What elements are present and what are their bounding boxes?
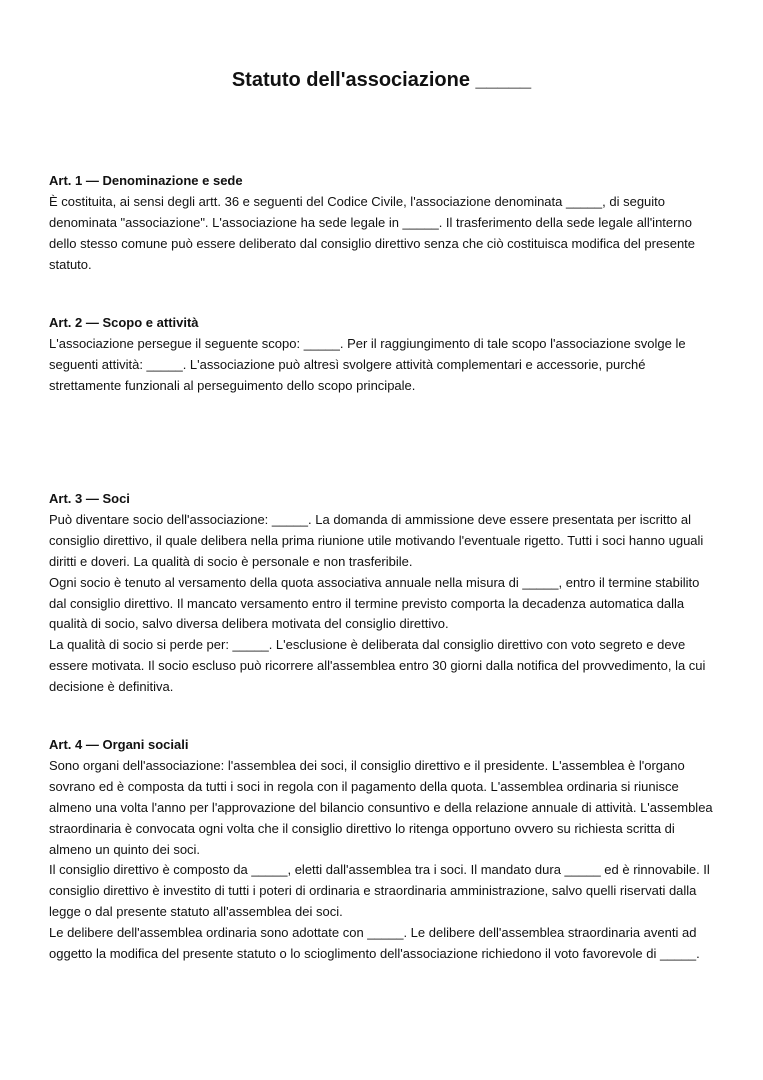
article-2-scopo-attivita: [49, 313, 717, 397]
article-paragraph: L'associazione persegue il seguente scopo: _____. Per il raggiungimento di tale scopo l'associazione svolge le seguenti attività: _____. L'associazione può altresì svolgere attività complementari e accessorie, purché strettamente funzionali al perseguimento dello scopo principale.: [49, 335, 686, 393]
article-paragraph: La qualità di socio si perde per: _____. L'esclusione è deliberata dal consiglio direttivo con voto segreto e deve essere motivata. Il socio escluso può ricorrere all'assemblea entro 30 giorni dalla notifica del provvedimento, la cui decisione è definitiva.: [49, 637, 706, 695]
article-1-denominazione-sede: [49, 171, 717, 276]
article-paragraph: Le delibere dell'assemblea ordinaria sono adottate con _____. Le delibere dell'assemblea straordinaria aventi ad oggetto la modifica del presente statuto o lo scioglimento dell'associazione richiedono il voto favorevole di _____.: [49, 925, 700, 962]
article-paragraph: Sono organi dell'associazione: l'assemblea dei soci, il consiglio direttivo e il presidente. L'assemblea è l'organo sovrano ed è composta da tutti i soci in regola con il pagamento della quota. L'assemblea ordinaria si riunisce almeno una volta l'anno per l'approvazione del bilancio consuntivo e della relazione annuale di attività. L'assemblea straordinaria è convocata ogni volta che il consiglio direttivo lo ritenga opportuno ovvero su richiesta scritta di almeno un quinto dei soci.: [49, 757, 713, 857]
article-heading: Art. 3 — Soci: [49, 491, 130, 506]
article-paragraph: Può diventare socio dell'associazione: _____. La domanda di ammissione deve essere presentata per iscritto al consiglio direttivo, il quale delibera nella prima riunione utile motivando l'eventuale rigetto. Tutti i soci hanno uguali diritti e doveri. La qualità di socio è personale e non trasferibile.: [49, 511, 704, 569]
article-paragraph: È costituita, ai sensi degli artt. 36 e seguenti del Codice Civile, l'associazione denominata _____, di seguito denominata "associazione". L'associazione ha sede legale in _____. Il trasferimento della sede legale all'interno dello stesso comune può essere deliberato dal consiglio direttivo senza che ciò costituisca modifica del presente statuto.: [49, 193, 696, 272]
article-3-soci: [49, 489, 717, 698]
article-heading: Art. 1 — Denominazione e sede: [49, 173, 243, 188]
article-paragraph: Ogni socio è tenuto al versamento della quota associativa annuale nella misura di _____, entro il termine stabilito dal consiglio direttivo. Il mancato versamento entro il termine previsto comporta la decadenza automatica dalla qualità di socio, salvo diversa delibera motivata del consiglio direttivo.: [49, 574, 700, 632]
article-heading: Art. 4 — Organi sociali: [49, 737, 189, 752]
article-heading: Art. 2 — Scopo e attività: [49, 315, 199, 330]
article-paragraph: Il consiglio direttivo è composto da _____, eletti dall'assemblea tra i soci. Il mandato dura _____ ed è rinnovabile. Il consiglio direttivo è investito di tutti i poteri di ordinaria e straordinaria amministrazione, salvo quelli riservati dalla legge o dal presente statuto all'assemblea dei soci.: [49, 862, 710, 920]
article-4-organi-sociali: [49, 735, 717, 965]
document-title: Statuto dell'associazione _____: [231, 69, 532, 91]
